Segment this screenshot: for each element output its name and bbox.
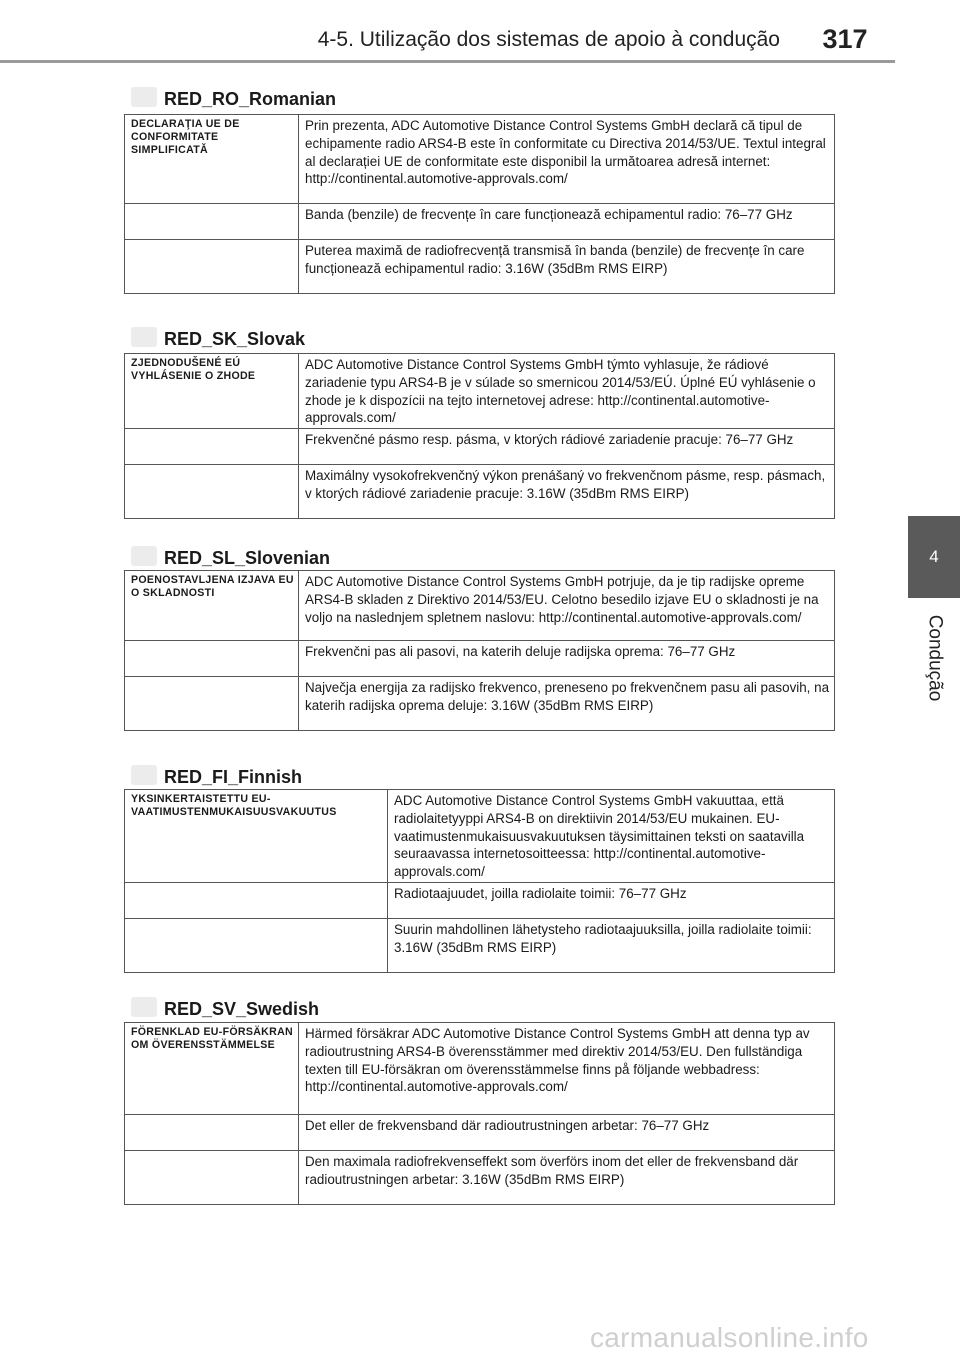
declaration-text: ADC Automotive Distance Control Systems GmbH vakuuttaa, että radiolaitetyyppi ARS4-B on direktiivin 2014/53/EU mukainen. EU-vaatimustenmukaisuusvakuutuksen täysimittainen teksti on saatavilla seuraavassa internetosoitteessa: http://continental.automotive-approvals.com/ [388, 790, 835, 883]
frequency-band-text: Banda (benzile) de frecvențe în care funcționează echipamentul radio: 76–77 GHz [299, 204, 835, 240]
declaration-table-slovak [124, 353, 835, 519]
chapter-title: 4-5. Utilização dos sistemas de apoio à condução [317, 28, 780, 51]
row-label [125, 918, 388, 972]
table-row [125, 1115, 835, 1151]
declaration-label: FÖRENKLAD EU-FÖRSÄKRAN OM ÖVERENSSTÄMMELSE [125, 1023, 299, 1115]
table-row [125, 354, 835, 429]
section-marker-icon [131, 765, 157, 785]
frequency-band-text: Radiotaajuudet, joilla radiolaite toimii: 76–77 GHz [388, 882, 835, 918]
frequency-band-text: Frekvenčni pas ali pasovi, na katerih deluje radijska oprema: 76–77 GHz [299, 641, 835, 677]
row-label [125, 1115, 299, 1151]
table-row [125, 465, 835, 519]
table-row [125, 115, 835, 204]
max-power-text: Suurin mahdollinen lähetysteho radiotaajuuksilla, joilla radiolaite toimii: 3.16W (35dBm RMS EIRP) [388, 918, 835, 972]
table-row [125, 918, 835, 972]
row-label [125, 641, 299, 677]
section-marker-icon [131, 327, 157, 347]
table-row [125, 677, 835, 731]
declaration-text: Prin prezenta, ADC Automotive Distance Control Systems GmbH declară că tipul de echipamente radio ARS4-B este în conformitate cu Directiva 2014/53/UE. Textul integral al declarației UE de conformitate este disponibil la următoarea adresă internet: http://continental.automotive-approvals.com/ [299, 115, 835, 204]
declaration-table-finnish [124, 789, 835, 973]
section-title-romanian: RED_RO_Romanian [164, 89, 337, 109]
chapter-label: Condução [924, 614, 945, 701]
chapter-side-label [908, 600, 960, 715]
table-row [125, 790, 835, 883]
max-power-text: Puterea maximă de radiofrecvență transmisă în banda (benzile) de frecvențe în care funcționează echipamentul radio: 3.16W (35dBm RMS EIRP) [299, 240, 835, 294]
declaration-text: Härmed försäkrar ADC Automotive Distance Control Systems GmbH att denna typ av radioutrustning ARS4-B överensstämmer med direktiv 2014/53/EU. Den fullständiga texten till EU-försäkran om överensstämmelse finns på följande webbadress: http://continental.automotive-approvals.com/ [299, 1023, 835, 1115]
declaration-label: ZJEDNODUŠENÉ EÚ VYHLÁSENIE O ZHODE [125, 354, 299, 429]
max-power-text: Največja energija za radijsko frekvenco, preneseno po frekvenčnem pasu ali pasovih, na katerih radijska oprema deluje: 3.16W (35dBm RMS EIRP) [299, 677, 835, 731]
table-row [125, 240, 835, 294]
section-marker-icon [131, 546, 157, 566]
page-number: 317 [822, 24, 868, 54]
row-label [125, 882, 388, 918]
frequency-band-text: Frekvenčné pásmo resp. pásma, v ktorých rádiové zariadenie pracuje: 76–77 GHz [299, 429, 835, 465]
section-title-swedish: RED_SV_Swedish [164, 999, 320, 1019]
table-row [125, 882, 835, 918]
row-label [125, 240, 299, 294]
table-row [125, 429, 835, 465]
section-marker-icon [131, 87, 157, 107]
section-title-slovak: RED_SK_Slovak [164, 329, 306, 349]
row-label [125, 204, 299, 240]
section-title-finnish: RED_FI_Finnish [164, 767, 303, 787]
chapter-tab[interactable] [908, 516, 960, 598]
frequency-band-text: Det eller de frekvensband där radioutrustningen arbetar: 76–77 GHz [299, 1115, 835, 1151]
row-label [125, 465, 299, 519]
table-row [125, 204, 835, 240]
declaration-table-slovenian [124, 570, 835, 731]
table-row [125, 1151, 835, 1205]
declaration-label: POENOSTAVLJENA IZJAVA EU O SKLADNOSTI [125, 571, 299, 641]
row-label [125, 429, 299, 465]
max-power-text: Maximálny vysokofrekvenčný výkon prenášaný vo frekvenčnom pásme, resp. pásmach, v ktorých rádiové zariadenie pracuje: 3.16W (35dBm RMS EIRP) [299, 465, 835, 519]
declaration-label: DECLARAŢIA UE DE CONFORMITATE SIMPLIFICATĂ [125, 115, 299, 204]
declaration-text: ADC Automotive Distance Control Systems GmbH potrjuje, da je tip radijske opreme ARS4-B skladen z Direktivo 2014/53/EU. Celotno besedilo izjave EU o skladnosti je na voljo na naslednjem spletnem naslovu: http://continental.automotive-approvals.com/ [299, 571, 835, 641]
row-label [125, 677, 299, 731]
table-row [125, 571, 835, 641]
section-title-slovenian: RED_SL_Slovenian [164, 548, 331, 568]
declaration-table-romanian [124, 114, 835, 294]
declaration-label: YKSINKERTAISTETTU EU-VAATIMUSTENMUKAISUUSVAKUUTUS [125, 790, 388, 883]
chapter-number: 4 [929, 547, 939, 566]
max-power-text: Den maximala radiofrekvenseffekt som överförs inom det eller de frekvensband där radioutrustningen arbetar: 3.16W (35dBm RMS EIRP) [299, 1151, 835, 1205]
header-divider [0, 60, 895, 63]
section-marker-icon [131, 997, 157, 1017]
table-row [125, 1023, 835, 1115]
declaration-table-swedish [124, 1022, 835, 1205]
watermark-text: carmanualsonline.info [590, 1322, 869, 1353]
table-row [125, 641, 835, 677]
declaration-text: ADC Automotive Distance Control Systems GmbH týmto vyhlasuje, že rádiové zariadenie typu ARS4-B je v súlade so smernicou 2014/53/EÚ. Úplné EÚ vyhlásenie o zhode je k dispozícii na tejto internetovej adrese: http://continental.automotive-approvals.com/ [299, 354, 835, 429]
row-label [125, 1151, 299, 1205]
